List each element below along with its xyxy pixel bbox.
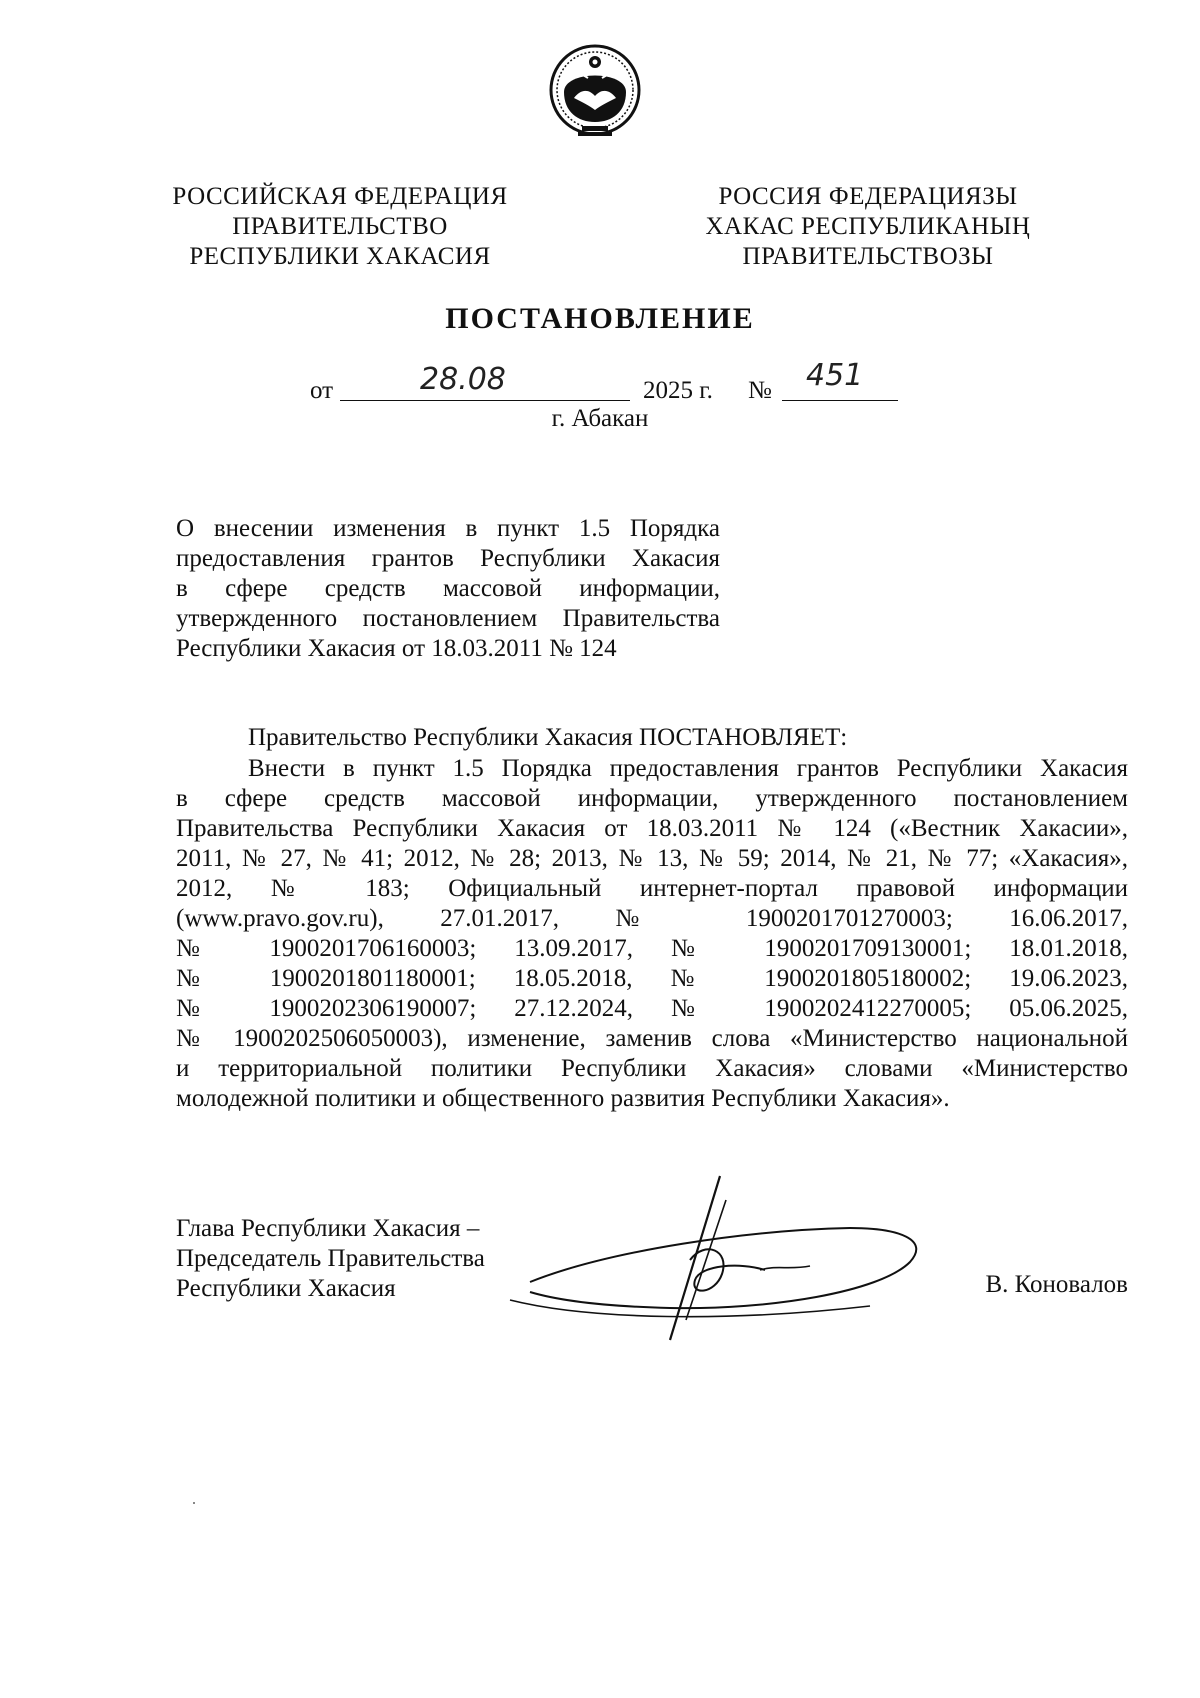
scan-speck: [193, 1502, 195, 1504]
header-right-line-2: ХАКАС РЕСПУБЛИКАНЫҢ: [705, 213, 1031, 240]
city-label: г. Абакан: [551, 405, 649, 432]
coat-of-arms-emblem: [548, 40, 642, 142]
header-left-line-2: ПРАВИТЕЛЬСТВО: [232, 213, 448, 240]
header-left: [160, 182, 520, 272]
body-line-8: № 1900201801180001; 18.05.2018, № 1900201805180002; 19.06.2023,: [176, 965, 1128, 992]
subject-line-4: утвержденного постановлением Правительства: [176, 605, 720, 632]
signature-icon: [490, 1170, 940, 1350]
header-left-line-3: РЕСПУБЛИКИ ХАКАСИЯ: [189, 243, 491, 270]
number-sign: №: [748, 377, 772, 404]
body-line-10: № 1900202506050003), изменение, заменив слова «Министерство национальной: [176, 1025, 1128, 1052]
body-intro: Правительство Республики Хакасия ПОСТАНОВЛЯЕТ:: [248, 724, 848, 751]
subject-block: [176, 514, 720, 664]
body-line-3: Правительства Республики Хакасия от 18.03.2011 № 124 («Вестник Хакасии»,: [176, 815, 1128, 842]
header-right-line-1: РОССИЯ ФЕДЕРАЦИЯЗЫ: [718, 183, 1018, 210]
date-prefix: от: [310, 377, 334, 404]
header-left-line-1: РОССИЙСКАЯ ФЕДЕРАЦИЯ: [172, 183, 508, 210]
document-title: ПОСТАНОВЛЕНИЕ: [445, 302, 755, 335]
year-label: 2025 г.: [643, 377, 713, 404]
body-line-11: и территориальной политики Республики Хакасия» словами «Министерство: [176, 1055, 1128, 1082]
subject-line-2: предоставления грантов Республики Хакасия: [176, 545, 720, 572]
body-line-5: 2012, № 183; Официальный интернет-портал правовой информации: [176, 875, 1128, 902]
header-right: [688, 182, 1048, 272]
body-line-12: молодежной политики и общественного развития Республики Хакасия».: [176, 1085, 950, 1112]
body-line-4: 2011, № 27, № 41; 2012, № 28; 2013, № 13, № 59; 2014, № 21, № 77; «Хакасия»,: [176, 845, 1128, 872]
subject-line-5: Республики Хакасия от 18.03.2011 № 124: [176, 635, 617, 662]
header-right-line-3: ПРАВИТЕЛЬСТВОЗЫ: [742, 243, 994, 270]
subject-line-3: в сфере средств массовой информации,: [176, 575, 720, 602]
subject-line-1: О внесении изменения в пункт 1.5 Порядка: [176, 515, 720, 542]
handwritten-date: 28.08: [420, 362, 506, 397]
body-text: [176, 754, 1128, 1114]
position-line-3: Республики Хакасия: [176, 1275, 396, 1302]
signatory-name: В. Коновалов: [985, 1271, 1128, 1298]
position-line-1: Глава Республики Хакасия –: [176, 1215, 480, 1242]
signatory-position: [176, 1214, 536, 1304]
body-line-2: в сфере средств массовой информации, утвержденного постановлением: [176, 785, 1128, 812]
body-line-9: № 1900202306190007; 27.12.2024, № 1900202412270005; 05.06.2025,: [176, 995, 1128, 1022]
body-line-1: Внести в пункт 1.5 Порядка предоставления грантов Республики Хакасия: [248, 755, 1128, 782]
position-line-2: Председатель Правительства: [176, 1245, 485, 1272]
emblem-icon: [548, 40, 642, 142]
handwritten-number: 451: [806, 358, 864, 393]
handwritten-signature: [490, 1170, 940, 1350]
body-line-7: № 1900201706160003; 13.09.2017, № 1900201709130001; 18.01.2018,: [176, 935, 1128, 962]
body-line-6: (www.pravo.gov.ru), 27.01.2017, № 1900201701270003; 16.06.2017,: [176, 905, 1128, 932]
